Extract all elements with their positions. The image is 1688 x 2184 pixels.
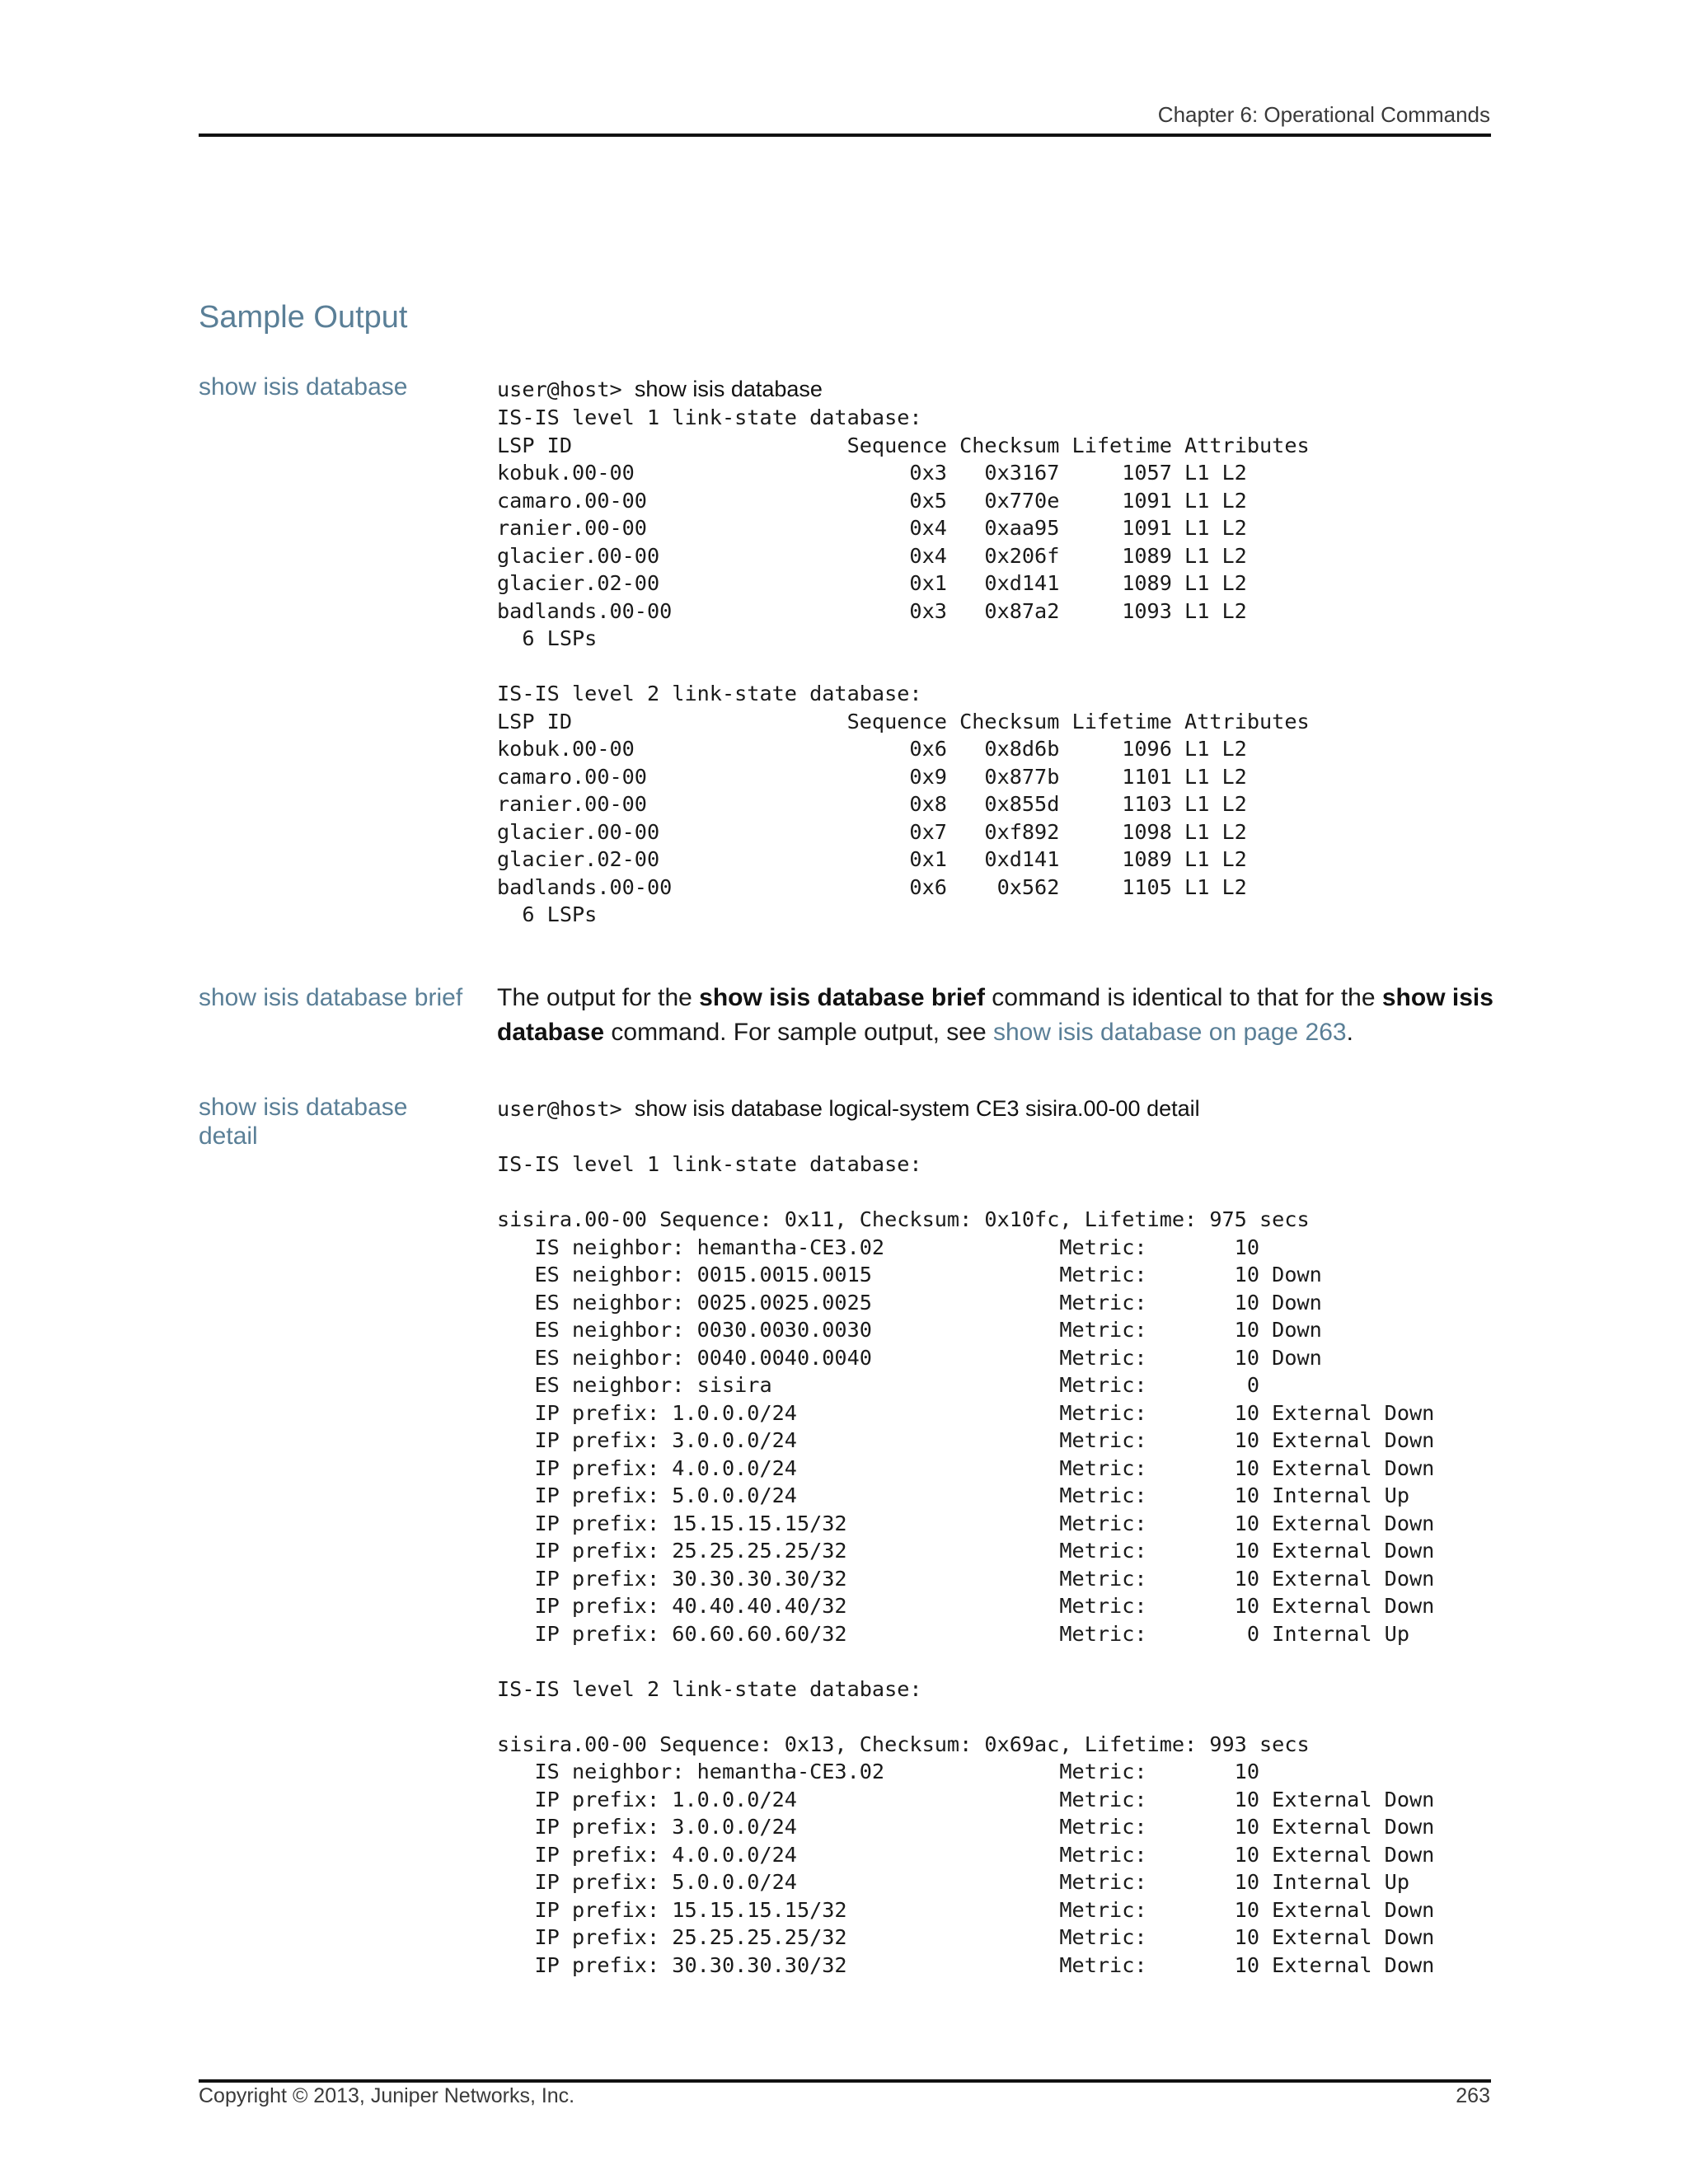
footer-rule <box>199 2079 1491 2083</box>
sample-output-heading: Sample Output <box>199 300 408 335</box>
footer-copyright: Copyright © 2013, Juniper Networks, Inc. <box>199 2084 575 2107</box>
cli-prompt: user@host> <box>497 1097 635 1121</box>
command-name-brief: show isis database brief <box>699 984 985 1011</box>
command-line-show-isis-database-detail <box>497 1095 1200 1123</box>
brief-description: The output for the show isis database brief command is identical to that for the show isis database command. For sample output, see show isis database on page 263. <box>497 984 1493 1046</box>
section-label-show-isis-database: show isis database <box>199 373 408 401</box>
cli-output-show-isis-database-detail: IS-IS level 1 link-state database: sisira.00-00 Sequence: 0x11, Checksum: 0x10fc, Lifetime: 975 secs IS neighbor: hemantha-CE3.02 Metric: 10 ES neighbor: 0015.0015.0015 Metric: 10 Down ES neighbor: 0025.0025.0025 Metric: 10 Down ES neighbor: 0030.0030.0030 Metric: 10 Down ES neighbor: 0040.0040.0040 Metric: 10 Down ES neighbor: sisira Metric: 0 IP prefix: 1.0.0.0/24 Metric: 10 External Down IP prefix: 3.0.0.0/24 Metric: 10 External Down IP prefix: 4.0.0.0/24 Metric: 10 External Down IP prefix: 5.0.0.0/24 Metric: 10 Internal Up IP prefix: 15.15.15.15/32 Metric: 10 External Down IP prefix: 25.25.25.25/32 Metric: 10 External Down IP prefix: 30.30.30.30/32 Metric: 10 External Down IP prefix: 40.40.40.40/32 Metric: 10 External Down IP prefix: 60.60.60.60/32 Metric: 0 Internal Up IS-IS level 2 link-state database: sisira.00-00 Sequence: 0x13, Checksum: 0x69ac, Lifetime: 993 secs IS neighbor: hemantha-CE3.02 Metric: 10 IP prefix: 1.0.0.0/24 Metric: 10 External Down IP prefix: 3.0.0.0/24 Metric: 10 External Down IP prefix: 4.0.0.0/24 Metric: 10 External Down IP prefix: 5.0.0.0/24 Metric: 10 Internal Up IP prefix: 15.15.15.15/32 Metric: 10 External Down IP prefix: 25.25.25.25/32 Metric: 10 External Down IP prefix: 30.30.30.30/32 Metric: 10 External Down <box>497 1152 1435 1977</box>
section-label-show-isis-database-brief: show isis database brief <box>199 984 463 1011</box>
section-label-show-isis-database-detail: show isis database detail <box>199 1094 408 1150</box>
cli-command: show isis database <box>634 377 823 401</box>
cli-command: show isis database logical-system CE3 sisira.00-00 detail <box>634 1096 1200 1121</box>
command-name: show isis database <box>497 984 1493 1046</box>
running-header: Chapter 6: Operational Commands <box>1157 102 1490 127</box>
cross-reference-link[interactable]: show isis database on page 263 <box>992 1019 1347 1046</box>
command-line-show-isis-database <box>497 376 823 404</box>
cli-prompt: user@host> <box>497 377 635 401</box>
cli-output-show-isis-database: IS-IS level 1 link-state database: LSP ID Sequence Checksum Lifetime Attributes kobuk.00-00 0x3 0x3167 1057 L1 L2 camaro.00-00 0x5 0x770e 1091 L1 L2 ranier.00-00 0x4 0xaa95 1091 L1 L2 glacier.00-00 0x4 0x206f 1089 L1 L2 glacier.02-00 0x1 0xd141 1089 L1 L2 badlands.00-00 0x3 0x87a2 1093 L1 L2 6 LSPs IS-IS level 2 link-state database: LSP ID Sequence Checksum Lifetime Attributes kobuk.00-00 0x6 0x8d6b 1096 L1 L2 camaro.00-00 0x9 0x877b 1101 L1 L2 ranier.00-00 0x8 0x855d 1103 L1 L2 glacier.00-00 0x7 0xf892 1098 L1 L2 glacier.02-00 0x1 0xd141 1089 L1 L2 badlands.00-00 0x6 0x562 1105 L1 L2 6 LSPs <box>497 405 1310 926</box>
header-rule <box>199 134 1491 137</box>
footer-page-number: 263 <box>1456 2084 1490 2107</box>
